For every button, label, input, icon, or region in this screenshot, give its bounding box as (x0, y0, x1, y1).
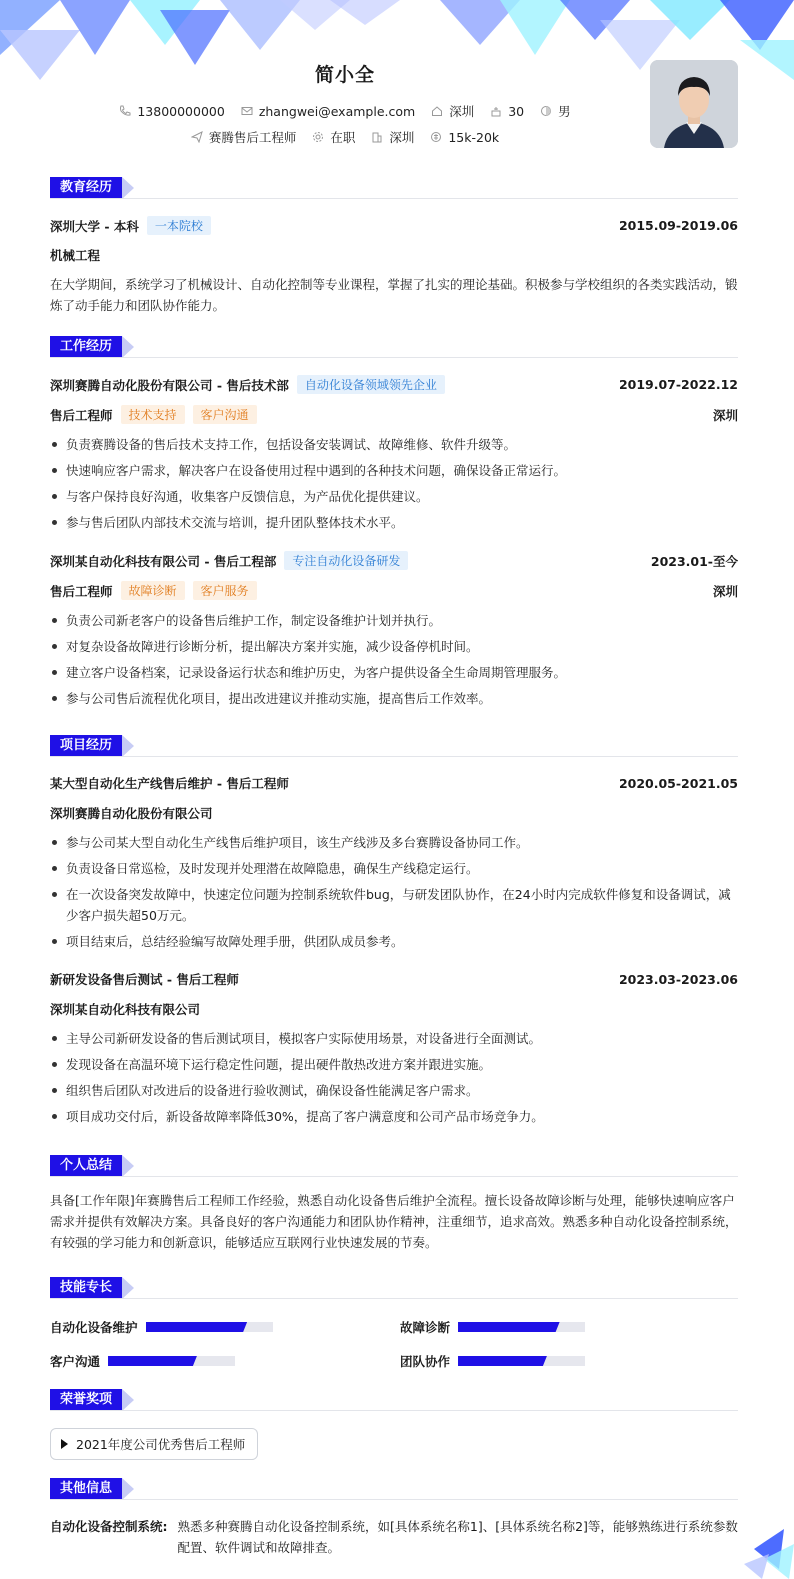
list-item: 项目结束后，总结经验编写故障处理手册，供团队成员参考。 (50, 931, 738, 952)
skill-bar-fill (108, 1356, 197, 1366)
work-1-role-row (50, 405, 738, 424)
list-item: 参与公司某大型自动化生产线售后维护项目，该生产线涉及多台赛腾设备协同工作。 (50, 832, 738, 853)
gender-item (540, 102, 571, 120)
work-1-tag-1: 技术支持 (121, 405, 185, 424)
major-row (50, 246, 738, 264)
section-other-label: 其他信息 (50, 1478, 122, 1500)
target-city-item (371, 128, 414, 146)
work-2-role: 售后工程师 (50, 583, 113, 599)
education-description: 在大学期间，系统学习了机械设计、自动化控制等专业课程，掌握了扎实的理论基础。积极参与学校组织的各类实践活动，锻炼了动手能力和团队协作能力。 (50, 277, 738, 313)
work-1-period: 2019.07-2022.12 (618, 377, 738, 392)
skill-bar (458, 1322, 585, 1332)
divider (50, 756, 738, 757)
list-item: 负责设备日常巡检，及时发现并处理潜在故障隐患，确保生产线稳定运行。 (50, 858, 738, 879)
project-2-header (50, 970, 738, 988)
salary-icon (430, 131, 442, 143)
status-item (312, 128, 355, 146)
divider (50, 1298, 738, 1299)
list-item: 参与公司售后流程优化项目，提出改进建议并推动实施，提高售后工作效率。 (50, 688, 738, 709)
avatar (650, 60, 738, 148)
list-item: 发现设备在高温环境下运行稳定性问题，提出硬件散热改进方案并跟进实施。 (50, 1054, 738, 1075)
section-skills-label: 技能专长 (50, 1277, 122, 1299)
age-icon (490, 105, 502, 117)
work-2-location: 深圳 (712, 583, 738, 599)
project-2-company-row (50, 1000, 738, 1018)
section-summary-title (50, 1155, 134, 1177)
age-text: 30 (508, 103, 525, 119)
section-project-label: 项目经历 (50, 735, 122, 757)
skill-item (50, 1318, 273, 1336)
skill-bar-fill (458, 1356, 547, 1366)
age-item (490, 104, 524, 119)
status-text: 在职 (330, 130, 356, 145)
project-2-bullets (50, 1028, 738, 1132)
list-item: 负责赛腾设备的售后技术支持工作，包括设备安装调试、故障维修、软件升级等。 (50, 434, 738, 455)
job-info-row (0, 128, 690, 146)
section-other-title (50, 1478, 134, 1500)
other-info-value: 熟悉多种赛腾自动化设备控制系统，如[具体系统名称1]、[具体系统名称2]等，能够熟练进行系统参数配置、软件调试和故障排查。 (177, 1519, 738, 1555)
section-education-label: 教育经历 (50, 177, 122, 199)
project-2-period: 2023.03-2023.06 (618, 971, 738, 987)
divider (50, 1410, 738, 1411)
award-item[interactable] (50, 1428, 258, 1460)
list-item: 快速响应客户需求，解决客户在设备使用过程中遇到的各种技术问题，确保设备正常运行。 (50, 460, 738, 481)
target-city-text: 深圳 (389, 130, 415, 145)
work-1-header (50, 375, 738, 394)
job-title-item (191, 128, 297, 146)
list-item: 组织售后团队对改进后的设备进行验收测试，确保设备性能满足客户需求。 (50, 1080, 738, 1101)
other-info-key: 自动化设备控制系统: (50, 1519, 168, 1534)
summary-text: 具备[工作年限]年赛腾售后工程师工作经验，熟悉自动化设备售后维护全流程。擅长设备故障诊断与处理，能够快速响应客户需求并提供有效解决方案。具备良好的客户沟通能力和团队协作精神，注重细节，追求高效。熟悉多种自动化设备控制系统，有较强的学习能力和创新意识，能够适应互联网行业快速发展的节奏。 (50, 1193, 738, 1250)
section-work-label: 工作经历 (50, 336, 122, 358)
send-icon (191, 131, 203, 143)
work-2-bullets (50, 610, 738, 714)
list-item: 对复杂设备故障进行诊断分析，提出解决方案并实施，减少设备停机时间。 (50, 636, 738, 657)
skill-name: 自动化设备维护 (50, 1320, 138, 1335)
status-icon (312, 131, 324, 143)
skill-bar-fill (146, 1322, 248, 1332)
salary-item (430, 130, 499, 145)
divider (50, 1176, 738, 1177)
work-1-location: 深圳 (712, 407, 738, 423)
work-2-period: 2023.01-至今 (650, 553, 738, 569)
work-1-tag-2: 客户沟通 (193, 405, 257, 424)
email-item (241, 104, 415, 119)
other-info-row (50, 1516, 738, 1558)
work-2-role-row (50, 581, 738, 600)
divider (50, 1499, 738, 1500)
section-awards-label: 荣誉奖项 (50, 1389, 122, 1411)
contact-info-row (0, 102, 690, 120)
skill-name: 团队协作 (400, 1354, 451, 1369)
project-1-bullets (50, 832, 738, 957)
section-work-title (50, 336, 134, 358)
section-summary-label: 个人总结 (50, 1155, 122, 1177)
skill-bar (146, 1322, 273, 1332)
candidate-name: 简小全 (314, 64, 375, 86)
skill-item (400, 1352, 585, 1370)
skill-item (400, 1318, 585, 1336)
project-2-name: 新研发设备售后测试 - 售后工程师 (50, 972, 239, 987)
building-icon (371, 131, 383, 143)
divider (50, 357, 738, 358)
home-icon (431, 105, 443, 117)
project-1-company: 深圳赛腾自动化股份有限公司 (50, 806, 213, 821)
skill-name: 客户沟通 (50, 1354, 101, 1369)
list-item: 在一次设备突发故障中，快速定位问题为控制系统软件bug，与研发团队协作，在24小时内完成软件修复和设备调试，减少客户损失超50万元。 (50, 884, 738, 926)
phone-item (119, 104, 224, 119)
gender-icon (540, 105, 552, 117)
skill-name: 故障诊断 (400, 1320, 451, 1335)
work-1-role: 售后工程师 (50, 407, 113, 423)
work-2-header (50, 551, 738, 570)
work-1-company: 深圳赛腾自动化股份有限公司 - 售后技术部 (50, 377, 289, 393)
skill-bar-fill (458, 1322, 560, 1332)
job-title-text: 赛腾售后工程师 (208, 130, 297, 145)
school-name: 深圳大学 - 本科 (50, 218, 139, 234)
project-1-company-row (50, 804, 738, 822)
work-2-company-tag: 专注自动化设备研发 (284, 551, 408, 570)
list-item: 主导公司新研发设备的售后测试项目，模拟客户实际使用场景，对设备进行全面测试。 (50, 1028, 738, 1049)
project-2-company: 深圳某自动化科技有限公司 (50, 1002, 201, 1017)
major-name: 机械工程 (50, 248, 101, 263)
section-education-title (50, 177, 134, 199)
work-2-company: 深圳某自动化科技有限公司 - 售后工程部 (50, 553, 277, 569)
project-1-period: 2020.05-2021.05 (618, 775, 738, 791)
list-item: 建立客户设备档案，记录设备运行状态和维护历史，为客户提供设备全生命周期管理服务。 (50, 662, 738, 683)
divider (50, 198, 738, 199)
play-icon (61, 1439, 68, 1449)
section-awards-title (50, 1389, 134, 1411)
work-2-tag-2: 客户服务 (193, 581, 257, 600)
project-1-name: 某大型自动化生产线售后维护 - 售后工程师 (50, 776, 289, 791)
skill-item (50, 1352, 235, 1370)
city-item (431, 102, 474, 120)
list-item: 参与售后团队内部技术交流与培训，提升团队整体技术水平。 (50, 512, 738, 533)
phone-text: 13800000000 (137, 103, 225, 119)
resume-header (0, 0, 794, 170)
skill-bar (108, 1356, 235, 1366)
work-2-tag-1: 故障诊断 (121, 581, 185, 600)
work-1-bullets (50, 434, 738, 538)
salary-text: 15k-20k (448, 129, 500, 145)
list-item: 负责公司新老客户的设备售后维护工作，制定设备维护计划并执行。 (50, 610, 738, 631)
list-item: 项目成功交付后，新设备故障率降低30%，提高了客户满意度和公司产品市场竞争力。 (50, 1106, 738, 1127)
skill-bar (458, 1356, 585, 1366)
education-period: 2015.09-2019.06 (618, 218, 738, 233)
work-1-company-tag: 自动化设备领域领先企业 (297, 375, 445, 394)
education-header (50, 216, 738, 235)
school-tag: 一本院校 (147, 216, 211, 235)
email-text: zhangwei@example.com (258, 103, 416, 119)
project-1-header (50, 774, 738, 792)
gender-text: 男 (558, 104, 571, 119)
section-skills-title (50, 1277, 134, 1299)
mail-icon (241, 105, 253, 117)
section-project-title (50, 735, 134, 757)
city-text: 深圳 (449, 104, 475, 119)
footer-decoration (734, 1519, 794, 1579)
award-text: 2021年度公司优秀售后工程师 (76, 1437, 246, 1452)
list-item: 与客户保持良好沟通，收集客户反馈信息，为产品优化提供建议。 (50, 486, 738, 507)
phone-icon (119, 105, 131, 117)
